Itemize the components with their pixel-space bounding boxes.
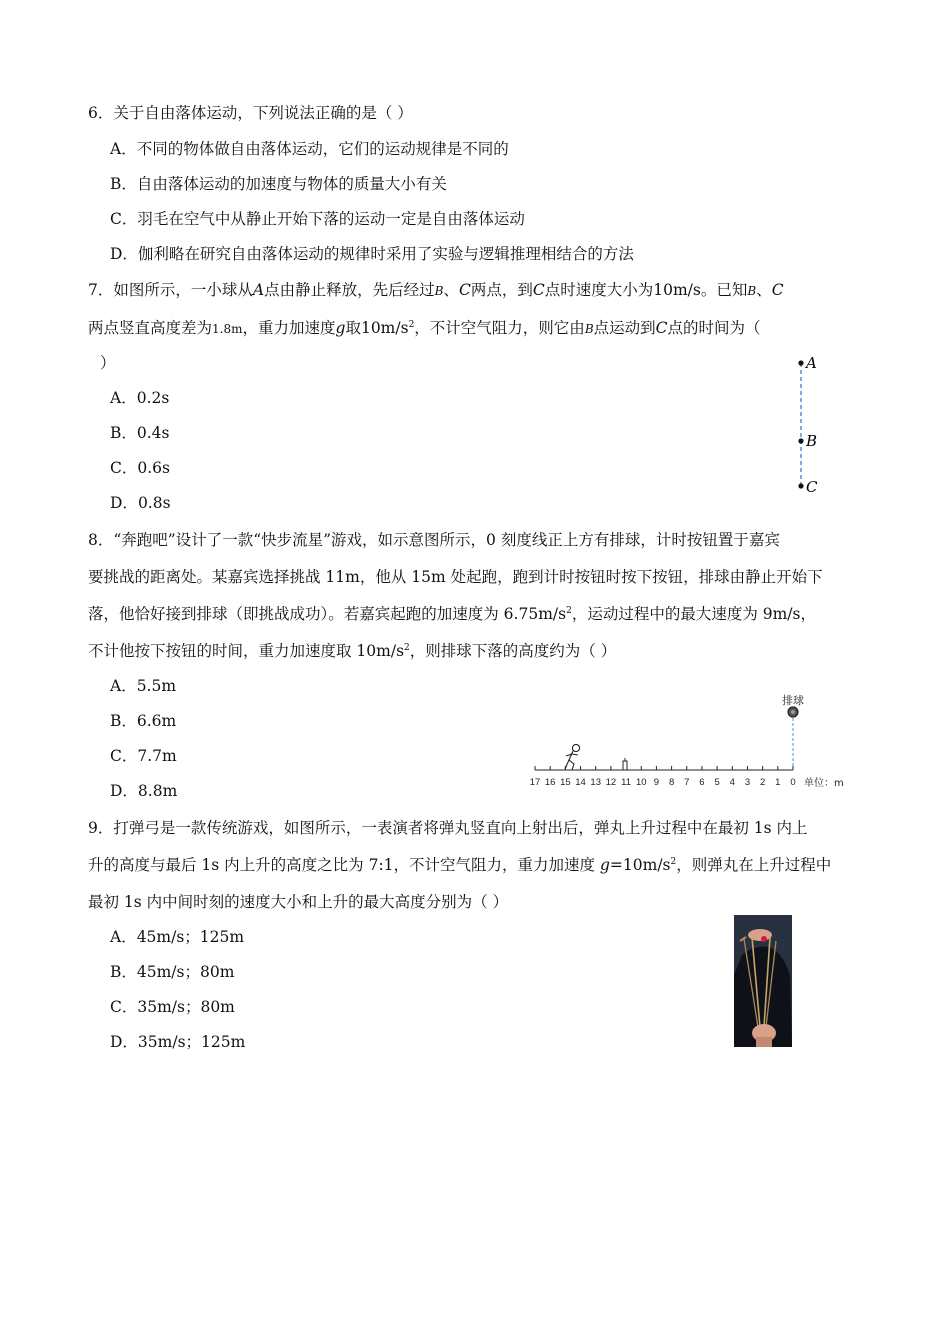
q8-tick-label: 8 xyxy=(668,777,675,788)
q9-line3: 最初 1s 内中间时刻的速度大小和上升的最大高度分别为（ ） xyxy=(88,893,509,911)
q8-option-c: C．7.7m xyxy=(110,747,177,765)
q7-stem-line2: 两点竖直高度差为1.8m，重力加速度g取$10m/s^2$，不计空气阻力，则它由B点运动到C点的时间为（ xyxy=(88,319,761,337)
q8-unit-label: 单位：m xyxy=(804,778,844,789)
q8-tick-label: 15 xyxy=(560,777,571,788)
q7-option-a: A．0.2s xyxy=(110,389,170,407)
q8-tick-label: 13 xyxy=(590,777,601,788)
q7-option-b: B．0.4s xyxy=(110,424,170,442)
q8-option-d: D．8.8m xyxy=(110,782,178,800)
q8-diagram xyxy=(525,688,865,796)
q6-option-a: A．不同的物体做自由落体运动，它们的运动规律是不同的 xyxy=(110,140,509,158)
q8-tick-label: 11 xyxy=(621,777,631,788)
runner-icon xyxy=(565,744,580,770)
q7-label-b: B xyxy=(806,432,818,450)
q7-point-a xyxy=(798,360,803,365)
q7-label-a: A xyxy=(806,354,817,372)
q8-tick-label: 17 xyxy=(529,777,541,788)
q8-ruler-ticks xyxy=(530,766,796,788)
q9-option-b: B．45m/s；80m xyxy=(110,963,235,981)
slingshot-photo xyxy=(734,915,792,1047)
q9-option-c: C．35m/s；80m xyxy=(110,998,235,1016)
q7-label-c: C xyxy=(806,478,818,496)
q8-tick-label: 6 xyxy=(699,777,705,788)
q6-option-c: C．羽毛在空气中从静止开始下落的运动一定是自由落体运动 xyxy=(110,210,525,228)
q7-point-c xyxy=(798,483,803,488)
q7-option-c: C．0.6s xyxy=(110,459,170,477)
q6-option-b: B．自由落体运动的加速度与物体的质量大小有关 xyxy=(110,175,447,193)
q7-stem-line3: ） xyxy=(100,354,116,372)
q7-diagram xyxy=(785,350,835,500)
q8-tick-label: 1 xyxy=(775,777,781,788)
q8-tick-label: 7 xyxy=(684,777,690,788)
timer-button-icon xyxy=(623,758,627,770)
q6-option-d: D．伽利略在研究自由落体运动的规律时采用了实验与逻辑推理相结合的方法 xyxy=(110,245,634,263)
q9-option-a: A．45m/s；125m xyxy=(110,928,245,946)
q8-line3: 落，他恰好接到排球（即挑战成功）。若嘉宾起跑的加速度为 $6.75m/s^2$，运动过程中的最大速度为 9m/s， xyxy=(88,605,816,623)
q8-line2: 要挑战的距离处。某嘉宾选择挑战 11m，他从 15m 处起跑，跑到计时按钮时按下按钮，排球由静止开始下 xyxy=(88,568,823,586)
q8-tick-label: 3 xyxy=(744,777,751,788)
q8-tick-label: 2 xyxy=(759,777,766,788)
q9-line2: 升的高度与最后 1s 内上升的高度之比为 7:1，不计空气阻力，重力加速度 $g=10m/s^2$，则弹丸在上升过程中 xyxy=(88,856,832,874)
q8-tick-label: 0 xyxy=(790,777,796,788)
q7-stem-line1: 7．如图所示，一小球从A点由静止释放，先后经过B、C两点，到C点时速度大小为10m/s。已知B、C xyxy=(88,281,784,299)
q8-option-b: B．6.6m xyxy=(110,712,177,730)
q8-tick-label: 16 xyxy=(544,777,556,788)
q8-option-a: A．5.5m xyxy=(110,677,177,695)
q9-line1: 9．打弹弓是一款传统游戏，如图所示，一表演者将弹丸竖直向上射出后，弹丸上升过程中在最初 1s 内上 xyxy=(88,819,808,837)
q7-option-d: D．0.8s xyxy=(110,494,171,512)
q8-line4: 不计他按下按钮的时间，重力加速度取 $10m/s^2$，则排球下落的高度约为（ ） xyxy=(88,642,617,660)
q7-point-b xyxy=(798,438,803,443)
q8-tick-label: 4 xyxy=(729,777,735,788)
q8-tick-label: 14 xyxy=(575,777,586,788)
q8-tick-label: 12 xyxy=(605,777,617,788)
q8-ball-label: 排球 xyxy=(782,694,804,707)
q8-tick-label: 10 xyxy=(635,777,647,788)
q8-tick-label: 9 xyxy=(653,777,660,788)
q8-tick-label: 5 xyxy=(714,777,720,788)
q6-stem: 6．关于自由落体运动，下列说法正确的是（ ） xyxy=(88,104,413,122)
q8-line1: 8．“奔跑吧”设计了一款“快步流星”游戏，如示意图所示，0 刻度线正上方有排球，计时按钮置于嘉宾 xyxy=(88,531,780,549)
q9-option-d: D．35m/s；125m xyxy=(110,1033,246,1051)
